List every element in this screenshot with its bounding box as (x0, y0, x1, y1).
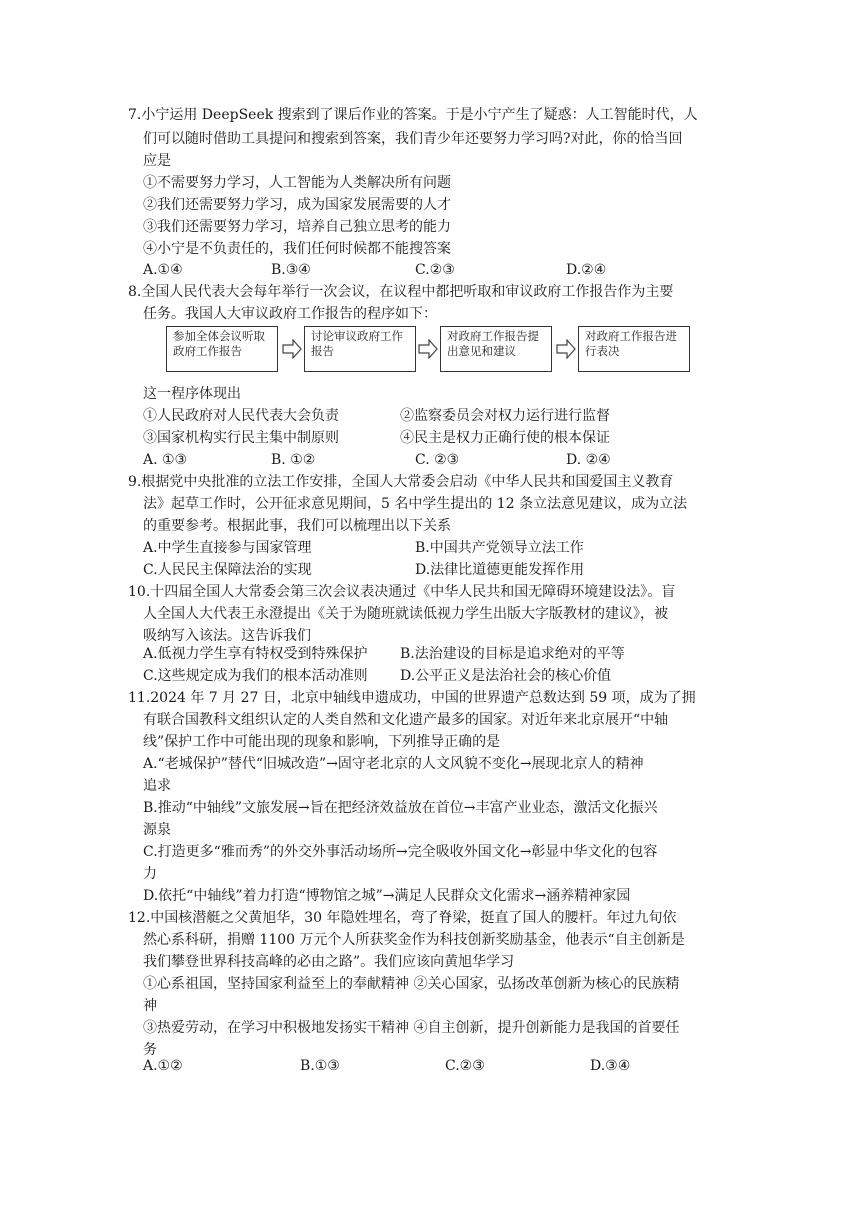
q12-stem-line-2: 然心系科研，捐赠 1100 万元个人所获奖金作为科技创新奖励基金，他表示“自主创新是 (143, 932, 685, 948)
q8-item-1: ①人民政府对人民代表大会负责 (143, 408, 339, 424)
q11-option-c-cont: 力 (143, 866, 157, 882)
q10-option-d: D.公平正义是法治社会的核心价值 (400, 668, 612, 684)
q7-stem-line-1: 7.小宁运用 DeepSeek 搜索到了课后作业的答案。于是小宁产生了疑惑：人工智能时代，人 (128, 107, 698, 123)
q8-stem-line-2: 任务。我国人大审议政府工作报告的程序如下： (143, 306, 437, 322)
q11-stem-line-3: 线”保护工作中可能出现的现象和影响，下列推导正确的是 (143, 734, 501, 750)
flow-arrow-2-icon (418, 339, 438, 359)
q11-stem-line-1: 11.2024 年 7 月 27 日，北京中轴线申遗成功，中国的世界遗产总数达到 59 项，成为了拥 (128, 690, 696, 706)
q10-stem-line-2: 人全国人大代表王永澄提出《关于为随班就读低视力学生出版大字版教材的建议》，被 (143, 606, 668, 622)
q12-stem-line-1: 12.中国核潜艇之父黄旭华，30 年隐姓埋名，弯了脊梁，挺直了国人的腰杆。年过九旬依 (128, 910, 677, 926)
q8-option-c: C. ②③ (415, 452, 460, 468)
q10-option-a: A.低视力学生享有特权受到特殊保护 (143, 646, 368, 662)
q11-option-c: C.打造更多“雅而秀”的外交外事活动场所→完全吸收外国文化→彰显中华文化的包容 (143, 844, 658, 860)
flow-step-1: 参加全体会议听取政府工作报告 (166, 326, 278, 372)
q7-option-d: D.②④ (566, 262, 607, 278)
q8-stem-line-1: 8.全国人民代表大会每年举行一次会议，在议程中都把听取和审议政府工作报告作为主要 (128, 284, 674, 300)
q7-item-3: ③我们还需要努力学习，培养自己独立思考的能力 (143, 219, 451, 235)
q12-items-line-3: ③热爱劳动，在学习中积极地发扬实干精神 ④自主创新，提升创新能力是我国的首要任 (143, 1020, 680, 1036)
q11-option-d: D.依托“中轴线”着力打造“博物馆之城”→满足人民群众文化需求→涵养精神家园 (143, 888, 631, 904)
q9-option-c: C.人民民主保障法治的实现 (143, 562, 312, 578)
q12-option-b: B.①③ (300, 1058, 340, 1074)
q8-option-a: A. ①③ (143, 452, 188, 468)
q12-items-line-4: 务 (143, 1042, 157, 1058)
q7-option-b: B.③④ (271, 262, 311, 278)
q10-option-b: B.法治建设的目标是追求绝对的平等 (400, 646, 625, 662)
q9-stem-line-3: 的重要参考。根据此事，我们可以梳理出以下关系 (143, 518, 451, 534)
q11-option-b-cont: 源泉 (143, 822, 171, 838)
q12-option-d: D.③④ (590, 1058, 631, 1074)
q9-option-a: A.中学生直接参与国家管理 (143, 540, 312, 556)
q7-stem-line-2: 们可以随时借助工具提问和搜索到答案，我们青少年还要努力学习吗?对此，你的恰当回 (143, 131, 683, 147)
q9-stem-line-2: 法》起草工作时，公开征求意见期间，5 名中学生提出的 12 条立法意见建议，成为立法 (143, 496, 688, 512)
q11-stem-line-2: 有联合国教科文组织认定的人类自然和文化遗产最多的国家。对近年来北京展开“中轴 (143, 712, 669, 728)
q7-item-4: ④小宁是不负责任的，我们任何时候都不能搜答案 (143, 241, 451, 257)
q12-items-line-1: ①心系祖国，坚持国家利益至上的奉献精神 ②关心国家，弘扬改革创新为核心的民族精 (143, 976, 680, 992)
q7-option-a: A.①④ (143, 262, 183, 278)
q12-option-a: A.①② (143, 1058, 183, 1074)
q9-option-b: B.中国共产党领导立法工作 (415, 540, 584, 556)
q7-item-1: ①不需要努力学习，人工智能为人类解决所有问题 (143, 175, 451, 191)
q10-option-c: C.这些规定成为我们的根本活动准则 (143, 668, 368, 684)
q8-item-3: ③国家机构实行民主集中制原则 (143, 430, 339, 446)
q10-stem-line-3: 吸纳写入该法。这告诉我们 (143, 628, 311, 644)
q7-stem-line-3: 应是 (143, 153, 171, 169)
q7-item-2: ②我们还需要努力学习，成为国家发展需要的人才 (143, 197, 451, 213)
q12-stem-line-3: 我们攀登世界科技高峰的必由之路”。我们应该向黄旭华学习 (143, 954, 515, 970)
flow-arrow-3-icon (556, 339, 576, 359)
q8-item-4: ④民主是权力正确行使的根本保证 (400, 430, 610, 446)
q11-option-b: B.推动“中轴线”文旅发展→旨在把经济效益放在首位→丰富产业业态，激活文化振兴 (143, 800, 658, 816)
q8-option-b: B. ①② (271, 452, 316, 468)
q11-option-a-cont: 追求 (143, 778, 171, 794)
flow-arrow-1-icon (282, 339, 302, 359)
q9-stem-line-1: 9.根据党中央批准的立法工作安排，全国人大常委会启动《中华人民共和国爱国主义教育 (128, 474, 674, 490)
q9-option-d: D.法律比道德更能发挥作用 (415, 562, 585, 578)
q8-option-d: D. ②④ (566, 452, 611, 468)
q11-option-a: A.“老城保护”替代“旧城改造”→固守老北京的人文风貌不变化→展现北京人的精神 (143, 756, 644, 772)
q8-item-2: ②监察委员会对权力运行进行监督 (400, 408, 610, 424)
q7-option-c: C.②③ (415, 262, 455, 278)
q10-stem-line-1: 10.十四届全国人大常委会第三次会议表决通过《中华人民共和国无障碍环境建设法》。盲 (128, 584, 676, 600)
procedure-flowchart (166, 326, 694, 376)
flow-step-4: 对政府工作报告进行表决 (578, 326, 690, 372)
q12-items-line-2: 神 (143, 998, 157, 1014)
flow-step-2: 讨论审议政府工作报告 (304, 326, 416, 372)
flow-step-3: 对政府工作报告提出意见和建议 (440, 326, 552, 372)
q8-after-text: 这一程序体现出 (143, 386, 241, 402)
q12-option-c: C.②③ (445, 1058, 485, 1074)
